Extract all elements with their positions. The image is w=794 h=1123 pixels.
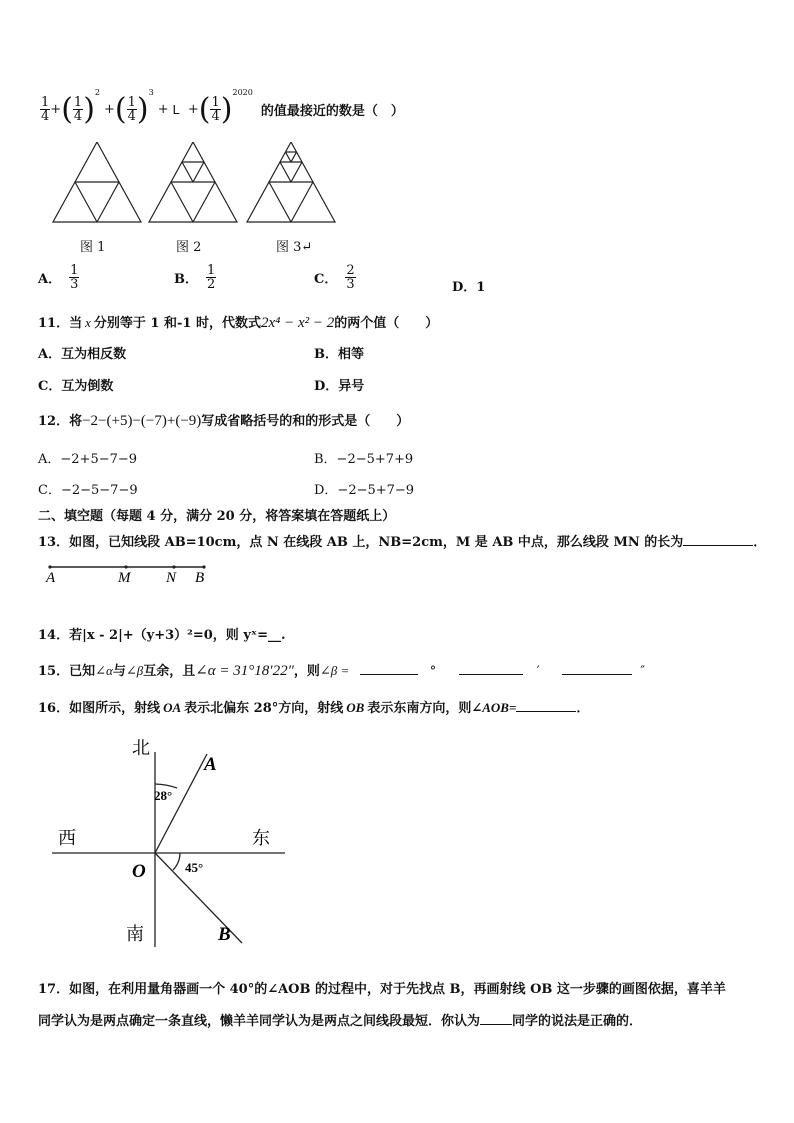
figure-caption-1: 图 1 — [80, 240, 106, 255]
q10-exponent-2: 2 — [94, 88, 100, 97]
plus-sign: + — [104, 101, 115, 117]
plus-sign: + — [50, 101, 62, 117]
q12-option-c[interactable]: C．−2−5−7−9 — [38, 483, 138, 498]
q16-question: 16．如图所示，射线 OA 表示北偏东 28°方向，射线 OB 表示东南方向，则∠AOB= ． — [38, 700, 590, 716]
q10-expression: $\frac{1}{4}$ + ( $\frac{1}{4}$ ) $^2$ + ( $\frac{1}{4}$ ) $^3$ + L + ( $\frac{1}{4}$ ) $^{2020}$ 的值最接近的数是（ ） — [41, 88, 404, 127]
figure-1-triangle — [53, 142, 141, 222]
figure-2-triangle — [149, 142, 237, 222]
point-n-label: N — [166, 570, 177, 586]
q10-exponent-2020: 2020 — [232, 88, 253, 97]
q17-question-line1: 17．如图，在利用量角器画一个 40°的∠AOB 的过程中，对于先找点 B，再画射线 OB 这一步骤的画图依据，喜羊羊 — [38, 982, 726, 997]
q11-question: 11．当 x 分别等于 1 和-1 时，代数式2x⁴ − x² − 2的两个值（ ） — [38, 315, 439, 331]
north-label: 北 — [132, 738, 150, 759]
angle-28-label: 28° — [154, 788, 173, 803]
q10-option-c[interactable]: C． $\frac{2}{3}$ — [314, 263, 355, 292]
q10-ellipsis: L — [172, 101, 180, 117]
east-label: 东 — [252, 828, 270, 849]
q12-option-d[interactable]: D．−2−5+7−9 — [314, 483, 415, 498]
q10-question-tail: 的值最接近的数是（ ） — [260, 103, 404, 119]
q13-question: 13．如图，已知线段 AB=10cm，点 N 在线段 AB 上，NB=2cm，M 是 AB 中点，那么线段 MN 的长为 ． — [38, 535, 767, 550]
q13-answer-blank[interactable] — [683, 545, 753, 546]
angle-45-label: 45° — [185, 860, 204, 875]
q12-option-a[interactable]: A．−2+5−7−9 — [38, 452, 138, 467]
q10-exponent-3: 3 — [148, 88, 154, 97]
q16-answer-blank[interactable] — [516, 711, 576, 712]
q17-question-line2: 同学认为是两点确定一条直线，懒羊羊同学认为是两点之间线段最短．你认为 同学的说法是正确的． — [38, 1014, 643, 1029]
q14-question: 14．若|x - 2|+（y+3）²=0，则 yˣ=__. — [38, 628, 286, 643]
q10-option-a[interactable]: A． $\frac{1}{3}$ — [38, 263, 79, 292]
q16-compass-figure — [40, 732, 300, 954]
q15-degree-blank[interactable] — [360, 674, 418, 675]
q12-question: 12．将−2−(+5)−(−7)+(−9)写成省略括号的和的形式是（ ） — [38, 413, 410, 429]
south-label: 南 — [126, 924, 144, 945]
q15-second-blank[interactable] — [562, 674, 632, 675]
point-a-label: A — [46, 570, 56, 586]
q11-option-b[interactable]: B．相等 — [314, 347, 364, 362]
point-a-label: A — [204, 754, 217, 775]
point-b-label: B — [195, 570, 205, 586]
plus-sign: + — [157, 101, 169, 117]
q11-option-a[interactable]: A．互为相反数 — [38, 347, 127, 362]
point-o-label: O — [132, 861, 146, 882]
section-2-title: 二、填空题（每题 4 分，满分 20 分，将答案填在答题纸上） — [38, 509, 396, 524]
figure-caption-3: 图 3↵ — [276, 240, 313, 255]
q10-term1: $\frac{1}{4}$ — [41, 94, 50, 124]
q15-question: 15．已知∠α与∠β互余，且∠α = 31°18′22″，则∠β = ° ′ ″ — [38, 663, 646, 679]
q17-answer-blank[interactable] — [480, 1024, 512, 1025]
q11-option-c[interactable]: C．互为倒数 — [38, 379, 114, 394]
west-label: 西 — [58, 828, 76, 849]
plus-sign: + — [187, 101, 199, 117]
figure-3-triangle — [247, 142, 335, 222]
q11-option-d[interactable]: D．异号 — [314, 379, 365, 394]
q15-minute-blank[interactable] — [459, 674, 523, 675]
q13-line-segment-figure — [44, 560, 214, 590]
q10-triangle-figures — [50, 142, 340, 224]
q12-option-b[interactable]: B．−2−5+7+9 — [314, 452, 414, 467]
point-m-label: M — [118, 570, 131, 586]
point-b-label: B — [218, 924, 231, 945]
figure-caption-2: 图 2 — [176, 240, 202, 255]
q10-option-b[interactable]: B． $\frac{1}{2}$ — [174, 263, 216, 292]
q10-option-d[interactable]: D．1 — [452, 280, 486, 295]
